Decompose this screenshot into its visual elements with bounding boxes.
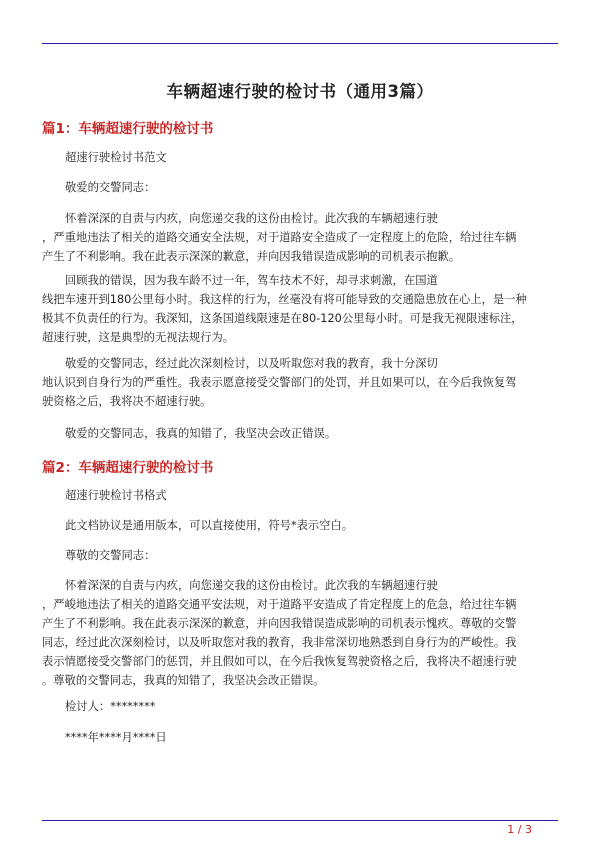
section-1-paragraph-3: 怀着深深的自责与内疚，向您递交我的这份由检讨。此次我的车辆超速行驶 ，严重地违法了相关的道路交通安全法规，对于道路安全造成了一定程度上的危险，给过往车辆 产生了不利影响。我在此表示深深的歉意，并向因我错误造成影响的司机表示抱歉。: [42, 212, 517, 263]
section-2-paragraph-2: 此文档协议是通用版本，可以直接使用，符号*表示空白。: [65, 519, 354, 532]
section-1-paragraph-5: 敬爱的交警同志，经过此次深刻检讨，以及听取您对我的教育，我十分深切 地认识到自身行为的严重性。我表示愿意接受交警部门的处罚，并且如果可以，在今后我恢复驾 驶资格之后，我将决不超速行驶。: [42, 357, 517, 408]
section-2-date: ****年****月****日: [65, 731, 167, 744]
section-1-paragraph-2: 敬爱的交警同志：: [65, 181, 156, 194]
section-1-paragraph-1: 超速行驶检讨书范文: [65, 151, 167, 164]
section-1-heading: 篇1：车辆超速行驶的检讨书: [42, 121, 214, 137]
document-title: 车辆超速行驶的检讨书（通用3篇）: [166, 82, 434, 101]
header-rule: [42, 43, 558, 44]
section-1-paragraph-6: 敬爱的交警同志，我真的知错了，我坚决会改正错误。: [65, 427, 337, 440]
section-1-paragraph-4: 回顾我的错误，因为我车龄不过一年，驾车技术不好，却寻求刺激，在国道 线把车速开到180公里每小时。我这样的行为，丝毫没有将可能导致的交通隐患放在心上，是一种 极其不负责任的行为。我深知，这条国道线限速是在80-120公里每小时。可是我无视限速标注， 超速行驶，这是典型的无视法规行为。: [42, 274, 527, 344]
section-2-paragraph-1: 超速行驶检讨书格式: [65, 489, 167, 502]
section-2-paragraph-4: 怀着深深的自责与内疚，向您递交我的这份由检讨。此次我的车辆超速行驶 ，严峻地违法了相关的道路交通平安法规，对于道路平安造成了肯定程度上的危急，给过往车辆 产生了不利影响。我在此表示深深的歉意，并向因我错误造成影响的司机表示愧疚。尊敬的交警 同志，经过此次深刻检讨，以及听取您对我的教育，我非常深切地熟悉到自身行为的严峻性。我 表示情愿接受交警部门的惩罚，并且假如可以，在今后我恢复驾驶资格之后，我将决不超速行驶 。尊敬的交警同志，我真的知错了，我坚决会改正错误。: [42, 579, 517, 687]
footer-rule: [42, 820, 558, 821]
section-2-heading: 篇2：车辆超速行驶的检讨书: [42, 460, 214, 476]
section-2-signatory: 检讨人：********: [65, 700, 156, 713]
section-2-paragraph-3: 尊敬的交警同志：: [65, 549, 156, 562]
page-indicator: 1 / 3: [507, 823, 532, 836]
